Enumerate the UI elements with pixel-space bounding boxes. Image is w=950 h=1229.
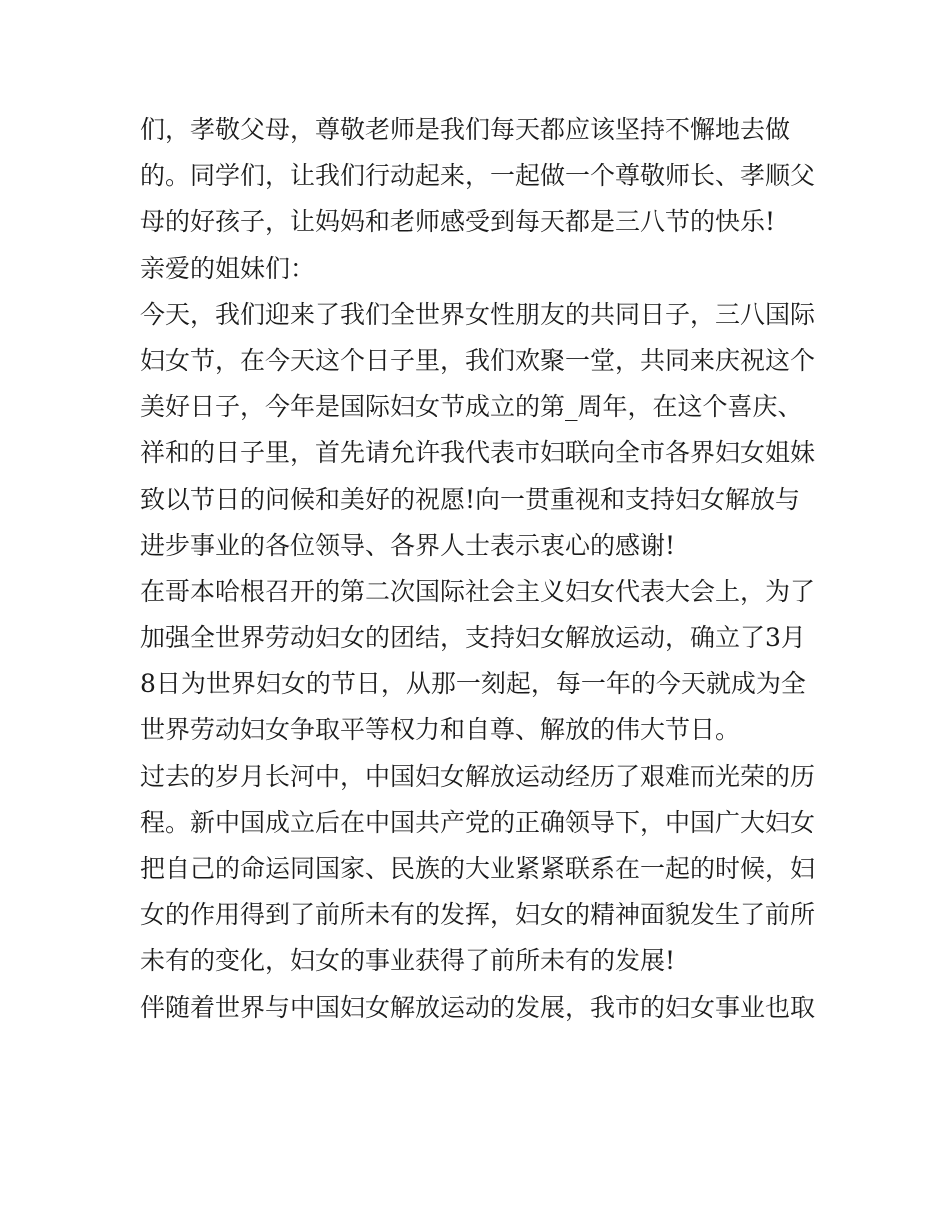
- text-line: 亲爱的姐妹们：: [140, 253, 316, 283]
- text-line: 程。新中国成立后在中国共产党的正确领导下，中国广大妇女: [140, 807, 816, 837]
- document-body: [140, 107, 820, 1031]
- text-line: 致以节日的问候和美好的祝愿!向一贯重视和支持妇女解放与: [140, 484, 801, 514]
- text-line: 妇女节，在今天这个日子里，我们欢聚一堂，共同来庆祝这个: [140, 345, 816, 375]
- text-line: 加强全世界劳动妇女的团结，支持妇女解放运动，确立了3月: [140, 623, 806, 653]
- text-line: 祥和的日子里，首先请允许我代表市妇联向全市各界妇女姐妹: [140, 438, 816, 468]
- text-line: 们，孝敬父母，尊敬老师是我们每天都应该坚持不懈地去做: [140, 115, 791, 144]
- text-line: 美好日子，今年是国际妇女节成立的第_周年，在这个喜庆、: [140, 392, 803, 422]
- text-line: 母的好孩子，让妈妈和老师感受到每天都是三八节的快乐!: [140, 207, 776, 237]
- text-line: 今天，我们迎来了我们全世界女性朋友的共同日子，三八国际: [140, 299, 816, 329]
- text-line: 在哥本哈根召开的第二次国际社会主义妇女代表大会上，为了: [140, 576, 816, 606]
- text-line: 进步事业的各位领导、各界人士表示衷心的感谢!: [140, 530, 676, 560]
- text-line: 世界劳动妇女争取平等权力和自尊、解放的伟大节日。: [140, 715, 741, 745]
- text-line: 女的作用得到了前所未有的发挥，妇女的精神面貌发生了前所: [140, 900, 816, 930]
- text-line: 把自己的命运同国家、民族的大业紧紧联系在一起的时候，妇: [140, 854, 816, 883]
- text-line: 未有的变化，妇女的事业获得了前所未有的发展!: [140, 946, 676, 976]
- text-line: 的。同学们，让我们行动起来，一起做一个尊敬师长、孝顺父: [140, 161, 816, 191]
- text-line: 过去的岁月长河中，中国妇女解放运动经历了艰难而光荣的历: [140, 761, 816, 791]
- text-line: 8日为世界妇女的节日，从那一刻起，每一年的今天就成为全: [140, 669, 806, 699]
- text-line: 伴随着世界与中国妇女解放运动的发展，我市的妇女事业也取: [140, 992, 816, 1022]
